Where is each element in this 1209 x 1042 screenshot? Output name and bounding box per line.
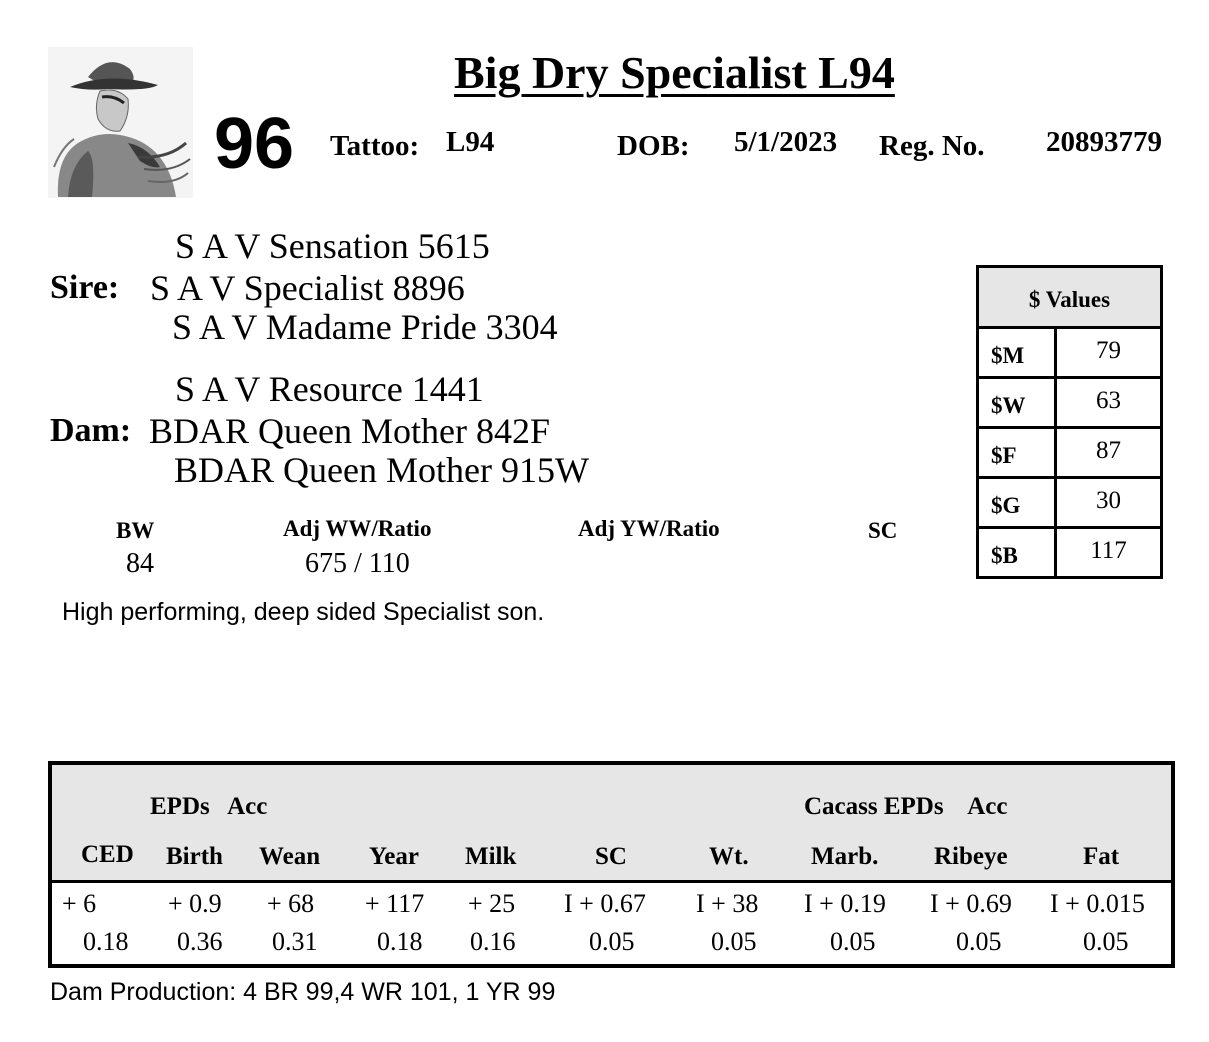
dollar-value-value: 79 xyxy=(1096,337,1121,364)
sire-sire: S A V Sensation 5615 xyxy=(175,226,490,266)
dollar-value-row xyxy=(979,529,1160,576)
dollar-value-row xyxy=(979,429,1160,479)
dollar-values-table xyxy=(976,265,1163,579)
dollar-value-value: 87 xyxy=(1096,437,1121,464)
sire-name: S A V Specialist 8896 xyxy=(150,268,465,308)
dollar-value-label: $B xyxy=(979,529,1057,576)
dob-label: DOB: xyxy=(617,130,690,162)
dam-sire: S A V Resource 1441 xyxy=(175,369,484,409)
epd-value-marb: I + 0.19 xyxy=(804,889,886,918)
epd-col-wean: Wean xyxy=(259,843,321,870)
sc-label: SC xyxy=(868,518,898,543)
sire-dam: S A V Madame Pride 3304 xyxy=(172,307,558,347)
epd-col-year: Year xyxy=(369,843,419,870)
dollar-value-label: $M xyxy=(979,329,1057,376)
dam-label: Dam: xyxy=(50,412,132,449)
acc-value-wt: 0.05 xyxy=(711,927,757,956)
dam-name: BDAR Queen Mother 842F xyxy=(149,411,550,451)
epd-value-wean: + 68 xyxy=(267,889,315,918)
epd-col-sc: SC xyxy=(595,843,627,870)
epd-value-birth: + 0.9 xyxy=(168,889,222,918)
acc-value-milk: 0.16 xyxy=(470,927,516,956)
reg-no-label: Reg. No. xyxy=(879,130,985,162)
epd-col-marb: Marb. xyxy=(811,843,879,870)
adj-ww-value: 675 / 110 xyxy=(305,548,410,579)
epd-value-ced: + 6 xyxy=(62,889,97,918)
acc-value-ribeye: 0.05 xyxy=(956,927,1002,956)
acc-value-birth: 0.36 xyxy=(177,927,223,956)
comment-text: High performing, deep sided Specialist son. xyxy=(62,598,545,626)
dollar-value-value: 117 xyxy=(1090,537,1127,564)
epd-value-year: + 117 xyxy=(365,889,425,918)
acc-value-year: 0.18 xyxy=(377,927,423,956)
acc-value-marb: 0.05 xyxy=(830,927,876,956)
dam-production-text: Dam Production: 4 BR 99,4 WR 101, 1 YR 99 xyxy=(50,978,556,1006)
epd-value-sc: I + 0.67 xyxy=(564,889,646,918)
epd-col-fat: Fat xyxy=(1083,843,1120,870)
epd-col-ribeye: Ribeye xyxy=(934,843,1008,870)
epd-value-wt: I + 38 xyxy=(696,889,759,918)
epd-col-wt: Wt. xyxy=(709,843,749,870)
acc-value-sc: 0.05 xyxy=(589,927,635,956)
epd-col-ced: CED xyxy=(81,841,134,868)
dollar-value-label: $G xyxy=(979,479,1057,526)
epd-value-ribeye: I + 0.69 xyxy=(930,889,1012,918)
dollar-value-row xyxy=(979,329,1160,379)
cowboy-logo-icon xyxy=(48,47,193,198)
acc-value-fat: 0.05 xyxy=(1083,927,1129,956)
dollar-value-value: 30 xyxy=(1096,487,1121,514)
dollar-value-label: $F xyxy=(979,429,1057,476)
epd-group-label: EPDs Acc xyxy=(150,793,268,820)
adj-ww-label: Adj WW/Ratio xyxy=(283,516,432,541)
tattoo-value: L94 xyxy=(446,126,495,158)
acc-value-ced: 0.18 xyxy=(83,927,129,956)
dob-value: 5/1/2023 xyxy=(734,126,838,158)
dollar-value-label: $W xyxy=(979,379,1057,426)
epd-table xyxy=(48,761,1175,968)
epd-table-header xyxy=(52,765,1171,883)
epd-col-birth: Birth xyxy=(166,843,223,870)
lot-number: 96 xyxy=(214,104,295,184)
reg-no-value: 20893779 xyxy=(1046,126,1162,158)
bw-label: BW xyxy=(116,518,155,543)
dollar-values-header: $ Values xyxy=(979,268,1160,329)
acc-value-wean: 0.31 xyxy=(272,927,318,956)
epd-col-milk: Milk xyxy=(465,843,517,870)
dollar-value-value: 63 xyxy=(1096,387,1121,414)
adj-yw-label: Adj YW/Ratio xyxy=(578,516,720,541)
bw-value: 84 xyxy=(126,548,154,579)
dollar-value-row xyxy=(979,379,1160,429)
dam-dam: BDAR Queen Mother 915W xyxy=(174,450,589,490)
dollar-value-row xyxy=(979,479,1160,529)
carcass-epd-group-label: Cacass EPDs Acc xyxy=(804,793,1008,820)
epd-value-fat: I + 0.015 xyxy=(1050,889,1145,918)
tattoo-label: Tattoo: xyxy=(330,130,420,162)
epd-value-milk: + 25 xyxy=(468,889,516,918)
sire-label: Sire: xyxy=(50,269,120,306)
animal-name-title: Big Dry Specialist L94 xyxy=(454,47,895,98)
